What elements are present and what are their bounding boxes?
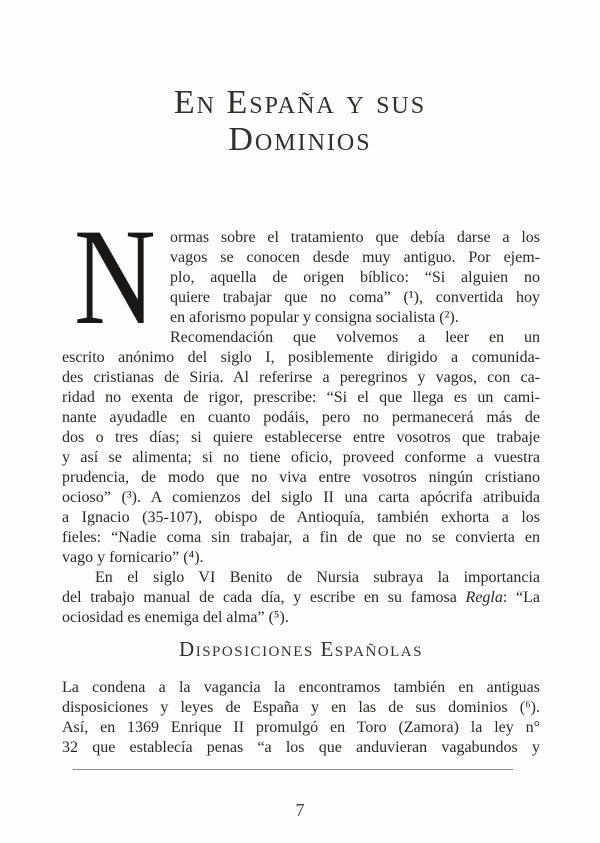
text-line: ormas sobre el tratamiento que debía darse a los: [170, 229, 540, 246]
text-line: plo, aquella de origen bíblico: “Si alguien no: [170, 269, 540, 286]
text-line: ridad no exenta de rigor, prescribe: “Si el que llega es un cami-: [62, 389, 540, 406]
text-line: ociosidad es enemiga del alma” (⁵).: [62, 609, 289, 626]
text-line: y así se alimenta; si no tiene oficio, proveed conforme a vuestra: [62, 449, 540, 466]
text-line: ocioso” (³). A comienzos del siglo II una carta apócrifa atribuida: [62, 489, 540, 506]
italic-text: Regla: [465, 589, 503, 606]
text-line: Recomendación que volvemos a leer en un: [170, 329, 540, 346]
text-line: En el siglo VI Benito de Nursia subraya la importancia: [95, 569, 540, 586]
text-line: del trabajo manual de cada día, y escribe en su famosa Regla: “La: [62, 589, 540, 606]
text-line: fieles: “Nadie coma sin trabajar, a fin de que no se convierta en: [62, 529, 540, 546]
text-line: escrito anónimo del siglo I, posiblemente dirigido a comunida-: [62, 349, 540, 366]
page-number: 7: [295, 800, 305, 820]
page-text: [62, 200, 540, 758]
text-line: 32 que establecía penas “a los que anduvieran vagabundos y: [62, 739, 540, 756]
text-line: des cristianas de Siria. Al referirse a peregrinos y vagos, con ca-: [62, 369, 540, 386]
text-line: prudencia, de modo que no viva entre vosotros ningún cristiano: [62, 469, 540, 486]
text-line: disposiciones y leyes de España y en las de sus dominios (⁶).: [62, 699, 540, 716]
chapter-title: [0, 84, 600, 158]
footnote-separator: [73, 769, 513, 770]
text-line: nante ayudadle en cuanto podáis, pero no permanecerá más de: [62, 409, 540, 426]
paragraph: [62, 328, 540, 568]
text-line: a Ignacio (35-107), obispo de Antioquía, también exhorta a los: [62, 509, 540, 526]
drop-cap-letter: N: [74, 200, 156, 353]
chapter-title-line-2: Dominios: [228, 121, 372, 158]
paragraph: [62, 678, 540, 758]
text-line: dos o tres días; si quiere establecerse entre vosotros que trabaje: [62, 429, 540, 446]
paragraph: [62, 568, 540, 628]
text-line: La condena a la vagancia la encontramos también en antiguas: [62, 679, 540, 696]
text-line: vagos se conocen desde muy antiguo. Por ejem-: [170, 249, 540, 266]
text-line: quiere trabajar que no coma” (¹), convertida hoy: [170, 289, 540, 306]
text-line: vago y fornicario” (⁴).: [62, 549, 204, 566]
section-heading: Disposiciones Españolas: [179, 637, 423, 661]
text-line: en aforismo popular y consigna socialista (²).: [170, 309, 459, 326]
drop-cap: [62, 200, 170, 353]
chapter-title-line-1: En España y sus: [173, 84, 427, 121]
text-line: Así, en 1369 Enrique II promulgó en Toro (Zamora) la ley n°: [62, 719, 540, 736]
